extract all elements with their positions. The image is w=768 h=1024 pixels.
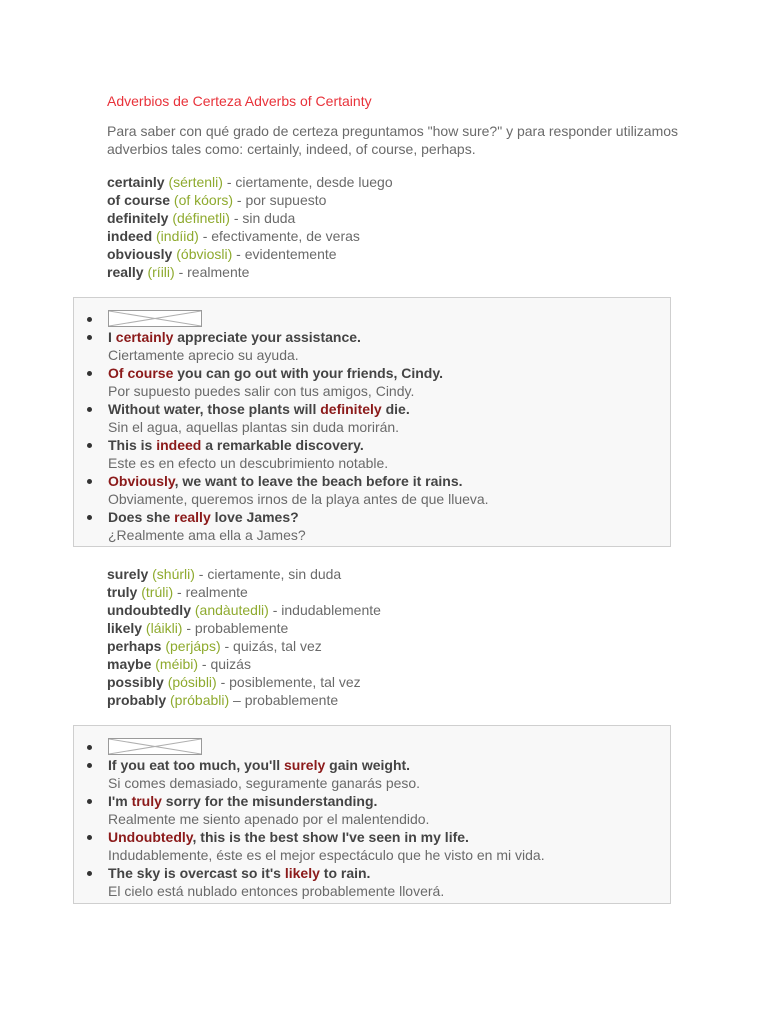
example-spanish: Indudablemente, éste es el mejor espectáculo que he visto en mi vida. [108, 847, 545, 863]
example-text-post: gain weight. [325, 757, 411, 773]
example-spanish: Realmente me siento apenado por el malentendido. [108, 811, 430, 827]
vocab-list-2 [107, 565, 381, 709]
example-text-pre: This is [108, 437, 157, 453]
vocab-word: obviously [107, 246, 173, 262]
example-text-pre: I [108, 329, 116, 345]
vocab-meaning: - realmente [174, 264, 250, 280]
vocab-meaning: - sin duda [229, 210, 296, 226]
example-item [108, 328, 489, 364]
vocab-word: really [107, 264, 144, 280]
vocab-word: likely [107, 620, 143, 636]
vocab-pronunciation: (ríili) [147, 264, 175, 280]
vocab-pronunciation: (pósibli) [167, 674, 217, 690]
example-english [108, 364, 489, 382]
examples-list-1 [108, 310, 489, 544]
example-text-post: sorry for the misunderstanding. [161, 793, 378, 809]
example-item [108, 472, 489, 508]
example-spanish: Por supuesto puedes salir con tus amigos, Cindy. [108, 383, 415, 399]
vocab-meaning: - evidentemente [232, 246, 337, 262]
example-spanish: Sin el agua, aquellas plantas sin duda morirán. [108, 419, 400, 435]
example-text-pre: If you eat too much, you'll [108, 757, 285, 773]
vocab-list-1 [107, 173, 393, 281]
vocab-meaning: - ciertamente, sin duda [194, 566, 342, 582]
vocab-item [107, 673, 381, 691]
vocab-meaning: - probablemente [182, 620, 289, 636]
example-text-post: love James? [210, 509, 299, 525]
example-adverb: truly [131, 793, 162, 809]
intro-paragraph: Para saber con qué grado de certeza preguntamos "how sure?" y para responder utilizamos adverbios tales como: certainly, indeed, of course, perhaps. [107, 123, 679, 157]
example-adverb: Undoubtedly [108, 829, 193, 845]
vocab-pronunciation: (óbviosli) [176, 246, 233, 262]
vocab-word: definitely [107, 210, 169, 226]
broken-image-icon [108, 738, 202, 755]
vocab-pronunciation: (andàutedli) [194, 602, 269, 618]
example-spanish: Este es en efecto un descubrimiento notable. [108, 455, 389, 471]
vocab-meaning: - realmente [173, 584, 248, 600]
example-item [108, 400, 489, 436]
examples-list-2 [108, 738, 545, 900]
vocab-item [107, 173, 393, 191]
vocab-meaning: - ciertamente, desde luego [222, 174, 393, 190]
list-item-image [108, 738, 545, 756]
vocab-item [107, 191, 393, 209]
example-item [108, 828, 545, 864]
example-item [108, 364, 489, 400]
vocab-word: undoubtedly [107, 602, 191, 618]
vocab-pronunciation: (shúrli) [152, 566, 195, 582]
vocab-pronunciation: (láikli) [145, 620, 183, 636]
example-text-post: you can go out with your friends, Cindy. [173, 365, 443, 381]
vocab-pronunciation: (trúli) [141, 584, 174, 600]
vocab-meaning: - quizás, tal vez [220, 638, 322, 654]
vocab-item [107, 619, 381, 637]
vocab-pronunciation: (indíid) [156, 228, 199, 244]
example-text-post: a remarkable discovery. [201, 437, 364, 453]
vocab-meaning: - por supuesto [233, 192, 327, 208]
example-text-pre: Does she [108, 509, 175, 525]
example-item [108, 792, 545, 828]
example-adverb: indeed [156, 437, 202, 453]
page-title: Adverbios de Certeza Adverbs of Certainty [107, 93, 372, 109]
vocab-pronunciation: (of kóors) [173, 192, 234, 208]
vocab-item [107, 691, 381, 709]
example-text-pre: I'm [108, 793, 132, 809]
example-text-pre: Without water, those plants will [108, 401, 321, 417]
vocab-item [107, 263, 393, 281]
example-text-post: appreciate your assistance. [173, 329, 361, 345]
example-spanish: ¿Realmente ama ella a James? [108, 527, 306, 543]
example-text-post: , this is the best show I've seen in my life. [192, 829, 469, 845]
vocab-word: indeed [107, 228, 153, 244]
vocab-meaning: – probablemente [229, 692, 339, 708]
example-english [108, 472, 489, 490]
vocab-word: perhaps [107, 638, 162, 654]
example-english [108, 508, 489, 526]
example-text-post: to rain. [319, 865, 371, 881]
example-spanish: Si comes demasiado, seguramente ganarás peso. [108, 775, 421, 791]
vocab-pronunciation: (sértenli) [168, 174, 223, 190]
example-adverb: likely [284, 865, 320, 881]
example-spanish: El cielo está nublado entonces probablemente lloverá. [108, 883, 445, 899]
vocab-word: probably [107, 692, 167, 708]
example-english [108, 864, 545, 882]
example-adverb: really [174, 509, 211, 525]
vocab-item [107, 227, 393, 245]
example-adverb: surely [284, 757, 326, 773]
broken-image-icon [108, 310, 202, 327]
vocab-word: maybe [107, 656, 152, 672]
vocab-pronunciation: (définetli) [172, 210, 230, 226]
vocab-word: possibly [107, 674, 164, 690]
vocab-item [107, 601, 381, 619]
example-spanish: Ciertamente aprecio su ayuda. [108, 347, 299, 363]
vocab-word: certainly [107, 174, 165, 190]
example-text-pre: The sky is overcast so it's [108, 865, 285, 881]
vocab-item [107, 209, 393, 227]
example-text-post: , we want to leave the beach before it rains. [174, 473, 463, 489]
vocab-pronunciation: (méibi) [155, 656, 199, 672]
example-adverb: definitely [320, 401, 382, 417]
example-adverb: Of course [108, 365, 174, 381]
example-item [108, 756, 545, 792]
example-adverb: certainly [115, 329, 174, 345]
example-english [108, 436, 489, 454]
vocab-word: surely [107, 566, 149, 582]
example-english [108, 756, 545, 774]
example-spanish: Obviamente, queremos irnos de la playa antes de que llueva. [108, 491, 489, 507]
vocab-pronunciation: (perjáps) [165, 638, 221, 654]
list-item-image [108, 310, 489, 328]
example-english [108, 828, 545, 846]
example-adverb: Obviously [108, 473, 175, 489]
vocab-item [107, 565, 381, 583]
vocab-item [107, 637, 381, 655]
vocab-word: truly [107, 584, 138, 600]
vocab-item [107, 583, 381, 601]
vocab-word: of course [107, 192, 171, 208]
vocab-meaning: - quizás [198, 656, 251, 672]
vocab-meaning: - efectivamente, de veras [198, 228, 360, 244]
example-english [108, 400, 489, 418]
example-item [108, 436, 489, 472]
example-item [108, 864, 545, 900]
vocab-meaning: - posiblemente, tal vez [216, 674, 361, 690]
examples-box-1 [73, 297, 671, 547]
vocab-pronunciation: (próbabli) [170, 692, 230, 708]
example-item [108, 508, 489, 544]
examples-box-2 [73, 725, 671, 904]
example-text-post: die. [381, 401, 410, 417]
vocab-item [107, 655, 381, 673]
vocab-item [107, 245, 393, 263]
example-english [108, 792, 545, 810]
example-english [108, 328, 489, 346]
vocab-meaning: - indudablemente [268, 602, 381, 618]
